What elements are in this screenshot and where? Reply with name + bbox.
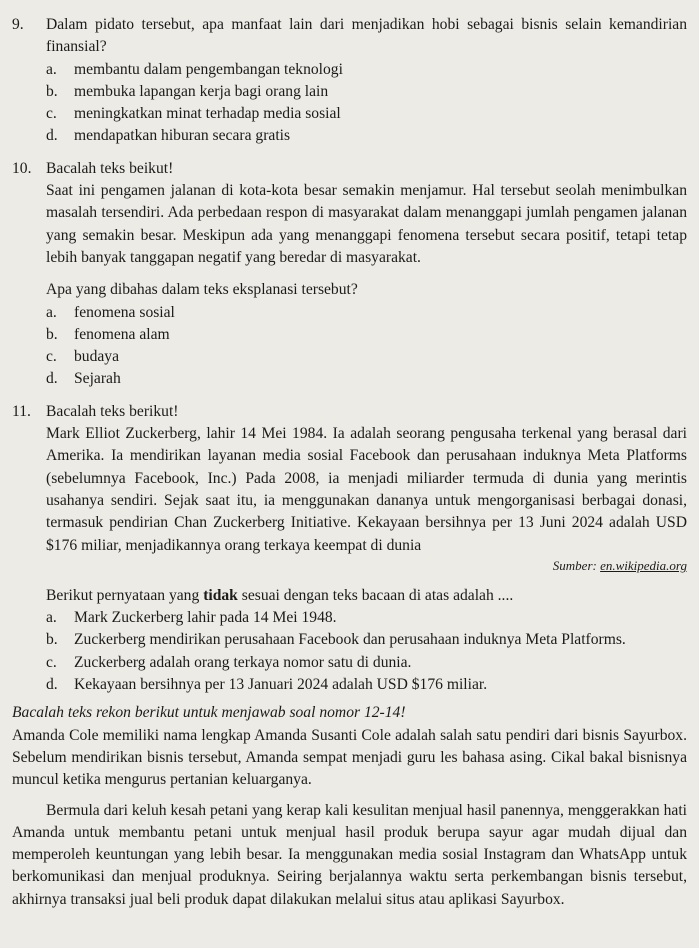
option-c[interactable]: [12, 346, 687, 368]
option-letter: b.: [46, 631, 58, 649]
question-number: 10.: [12, 159, 32, 177]
option-letter: d.: [46, 127, 58, 145]
reading-paragraph-2: Bermula dari keluh kesah petani yang kerap kali kesulitan menjual hasil panennya, menggerakkan hati Amanda untuk membantu petani untuk menjual hasil produk berupa sayur agar mudah dijual dan memperoleh keuntungan yang lebih besar. Ia menggunakan media sosial Instagram dan WhatsApp untuk berkomunikasi dan menjual produknya. Seiring berjalannya waktu serta perkembangan bisnis tersebut, akhirnya transaksi jual beli produk dapat dilakukan melalui situs atau aplikasi Sayurbox.: [12, 801, 687, 908]
option-letter: c.: [46, 105, 57, 123]
option-text: fenomena sosial: [74, 303, 175, 321]
option-c[interactable]: [12, 652, 687, 674]
option-a[interactable]: [12, 59, 687, 81]
question-text: Apa yang dibahas dalam teks eksplanasi tersebut?: [46, 281, 358, 299]
option-d[interactable]: [12, 368, 687, 390]
option-text: membantu dalam pengembangan teknologi: [74, 60, 343, 78]
option-text: Zuckerberg adalah orang terkaya nomor satu di dunia.: [74, 653, 412, 671]
question-number: 11.: [12, 402, 31, 420]
option-text: membuka lapangan kerja bagi orang lain: [74, 82, 329, 100]
source-citation: [12, 557, 687, 575]
option-text: Sejarah: [74, 370, 121, 388]
question-intro: Bacalah teks berikut!: [46, 402, 179, 420]
reading-section: [12, 702, 687, 911]
question-intro: Bacalah teks beikut!: [46, 159, 174, 177]
question-text: [12, 585, 687, 607]
option-letter: b.: [46, 325, 58, 343]
option-letter: c.: [46, 653, 57, 671]
option-text: meningkatkan minat terhadap media sosial: [74, 105, 341, 123]
option-letter: d.: [46, 370, 58, 388]
option-letter: a.: [46, 60, 57, 78]
passage: Saat ini pengamen jalanan di kota-kota besar semakin menjamur. Hal tersebut seolah menimbulkan masalah tersendiri. Ada perbedaan respon di masyarakat dalam menanggapi jumlah pengamen jalanan yang semakin besar. Meskipun ada yang menanggapi fenomena tersebut secara positif, tetapi tetap lebih banyak tanggapan negatif yang beredar di masyarakat.: [46, 182, 687, 266]
option-c[interactable]: [12, 103, 687, 125]
option-b[interactable]: [12, 629, 687, 651]
option-text: Mark Zuckerberg lahir pada 14 Mei 1948.: [74, 609, 337, 627]
option-letter: a.: [46, 609, 57, 627]
option-text: fenomena alam: [74, 325, 170, 343]
option-letter: b.: [46, 82, 58, 100]
question-number: 9.: [12, 16, 24, 33]
question-11: [12, 401, 687, 697]
option-text: mendapatkan hiburan secara gratis: [74, 127, 291, 145]
option-text: Kekayaan bersihnya per 13 Januari 2024 adalah USD $176 miliar.: [74, 676, 488, 694]
option-text: budaya: [74, 348, 120, 366]
option-a[interactable]: [12, 302, 687, 324]
question-9: [12, 14, 687, 148]
option-text: Zuckerberg mendirikan perusahaan Facebook dan perusahaan induknya Meta Platforms.: [74, 631, 626, 649]
question-text: Dalam pidato tersebut, apa manfaat lain dari menjadikan hobi sebagai bisnis selain kemandirian finansial?: [46, 16, 687, 56]
option-letter: d.: [46, 676, 58, 694]
reading-paragraph-1: Amanda Cole memiliki nama lengkap Amanda Susanti Cole adalah salah satu pendiri dari bisnis Sayurbox. Sebelum mendirikan bisnis tersebut, Amanda sempat menjadi guru les bahasa asing. Cikal bakal bisnisnya muncul ketika mengurus pertanian keluarganya.: [12, 726, 687, 789]
question-10: [12, 158, 687, 391]
question-text-part: sesuai dengan teks bacaan di atas adalah ....: [241, 586, 514, 604]
option-d[interactable]: [12, 125, 687, 147]
option-b[interactable]: [12, 324, 687, 346]
source-label: Sumber:: [552, 557, 597, 573]
section-heading: Bacalah teks rekon berikut untuk menjawab soal nomor 12-14!: [12, 704, 406, 722]
question-text-part: Berikut pernyataan yang: [46, 586, 200, 604]
option-a[interactable]: [12, 607, 687, 629]
question-emphasis: tidak: [203, 586, 238, 604]
option-d[interactable]: [12, 674, 687, 696]
source-link[interactable]: en.wikipedia.org: [600, 557, 687, 573]
option-letter: a.: [46, 303, 57, 321]
option-letter: c.: [46, 348, 57, 366]
option-b[interactable]: [12, 81, 687, 103]
passage: Mark Elliot Zuckerberg, lahir 14 Mei 1984. Ia adalah seorang pengusaha terkenal yang berasal dari Amerika. Ia mendirikan layanan media sosial Facebook dan perusahaan induknya Meta Platforms (sebelumnya Facebook, Inc.) Pada 2008, ia menjadi miliarder termuda di dunia yang merintis usahanya sendiri. Sejak saat itu, ia menggunakan dananya untuk mengorganisasi berbagai donasi, termasuk pendirian Chan Zuckerberg Initiative. Kekayaan bersihnya per 13 Juni 2024 adalah USD $176 miliar, menjadikannya orang terkaya keempat di dunia: [46, 425, 687, 554]
